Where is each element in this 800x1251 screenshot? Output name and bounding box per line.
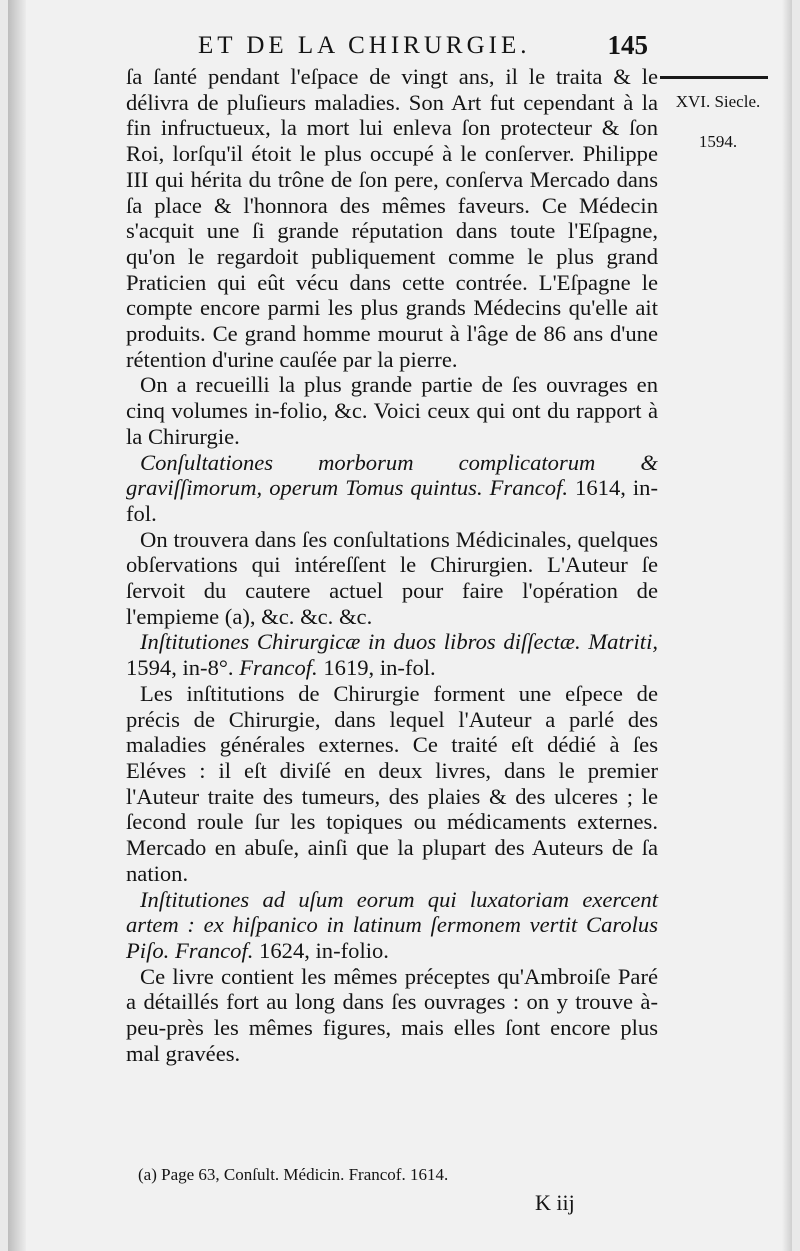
citation-imprint: 1594, in-8°.: [126, 655, 234, 681]
paragraph-6: Les inſtitutions de Chirurgie forment une eſpece de précis de Chirurgie, dans lequel l'Auteur a parlé des maladies générales externes. Ce traité eſt dédié à ſes Eléves : il eſt diviſé en deux livres, dans le premier l'Auteur traite des tumeurs, des plaies & des ulceres ; le ſecond roule ſur les topiques ou médicaments externes. Mercado en abuſe, ainſi que la plupart des Auteurs de ſa nation.: [126, 680, 658, 886]
running-head: ET DE LA CHIRURGIE.: [198, 32, 531, 59]
paragraph-4: On trouvera dans ſes conſultations Médicinales, quelques obſervations qui intéreſſent le Chirurgien. L'Auteur ſe ſervoit du cautere actuel pour faire l'opération de l'empieme (a), &c. &c. &c.: [126, 526, 658, 629]
page-edge: [782, 0, 792, 1251]
citation-place: Francof.: [239, 655, 318, 681]
citation-title: Inſtitutiones ad uſum eorum qui luxatoriam exercent artem : ex hiſpanico in latinum ſermonem vertit Carolus Piſo. Francof.: [126, 886, 658, 963]
margin-century: XVI. Siecle.: [675, 92, 761, 111]
page-header: [198, 26, 658, 66]
paragraph-2: On a recueilli la plus grande partie de ſes ouvrages en cinq volumes in-folio, &c. Voici ceux qui ont du rapport à la Chirurgie.: [126, 372, 658, 449]
citation-title: Conſultationes morborum complicatorum & graviſſimorum, operum Tomus quintus. Francof.: [126, 449, 658, 501]
paragraph-1: ſa ſanté pendant l'eſpace de vingt ans, il le traita & le délivra de pluſieurs maladies. Son Art fut cependant à la fin infructueux, la mort lui enleva ſon protecteur & ſon Roi, lorſqu'il étoit le plus occupé à le conſerver. Philippe III qui hérita du trône de ſon pere, conſerva Mercado dans ſa place & l'honnora des mêmes faveurs. Ce Médecin s'acquit une ſi grande réputation dans toute l'Eſpagne, qu'on le regardoit publiquement comme le plus grand Praticien qui eût vécu dans cette contrée. L'Eſpagne le compte encore parmi les plus grands Médecins qu'elle ait produits. Ce grand homme mourut à l'âge de 86 ans d'une rétention d'urine cauſée par la pierre.: [126, 64, 658, 372]
margin-year: 1594.: [698, 132, 738, 151]
citation-consultationes: [126, 450, 658, 527]
body-text: [126, 64, 658, 1066]
book-page: [8, 0, 792, 1251]
citation-institutiones: [126, 629, 658, 680]
signature-mark: K iij: [535, 1190, 575, 1215]
page-gutter: [8, 0, 26, 1251]
paragraph-8: Ce livre contient les mêmes préceptes qu'Ambroiſe Paré a détaillés fort au long dans ſes ouvrages : on y trouve à-peu-près les mêmes figures, mais elles ſont encore plus mal gravées.: [126, 963, 658, 1066]
margin-rule: [660, 76, 768, 79]
footnote: (a) Page 63, Conſult. Médicin. Francof. 1614.: [138, 1165, 449, 1184]
citation-imprint: 1624, in-folio.: [259, 937, 389, 963]
citation-imprint-2: 1619, in-fol.: [323, 655, 436, 681]
page-number: 145: [607, 30, 648, 60]
citation-title: Inſtitutiones Chirurgicæ in duos libros diſſectæ. Matriti,: [140, 629, 658, 655]
citation-imprint: 1614, in-fol.: [126, 475, 658, 526]
citation-luxatoriam: [126, 887, 658, 964]
